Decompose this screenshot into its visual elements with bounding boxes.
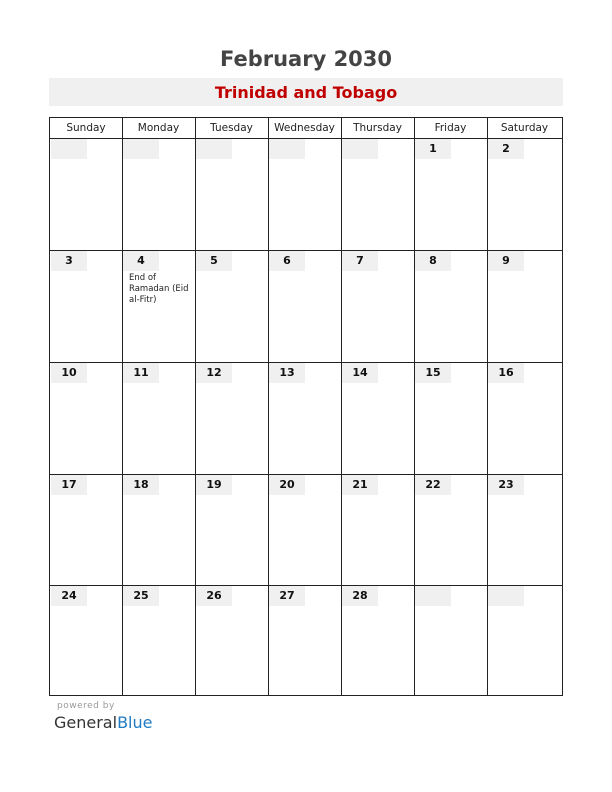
day-number: 8 bbox=[415, 251, 451, 271]
day-cell-19[interactable] bbox=[196, 475, 268, 585]
empty-day-cell bbox=[51, 139, 122, 250]
day-cell-23[interactable] bbox=[488, 475, 562, 585]
day-number: 15 bbox=[415, 363, 451, 383]
day-number: 17 bbox=[51, 475, 87, 495]
day-cell-24[interactable] bbox=[51, 586, 122, 695]
day-cell-13[interactable] bbox=[269, 363, 341, 474]
weekday-sunday: Sunday bbox=[66, 122, 106, 134]
day-cell-21[interactable] bbox=[342, 475, 414, 585]
country-name: Trinidad and Tobago bbox=[214, 83, 398, 102]
day-number: 19 bbox=[196, 475, 232, 495]
day-cell-20[interactable] bbox=[269, 475, 341, 585]
day-number: 24 bbox=[51, 586, 87, 606]
day-number: 16 bbox=[488, 363, 524, 383]
day-cell-11[interactable] bbox=[123, 363, 195, 474]
day-number: 11 bbox=[123, 363, 159, 383]
empty-day-marker bbox=[196, 139, 232, 159]
day-cell-25[interactable] bbox=[123, 586, 195, 695]
empty-day-cell bbox=[342, 139, 414, 250]
day-cell-15[interactable] bbox=[415, 363, 487, 474]
day-cell-18[interactable] bbox=[123, 475, 195, 585]
day-cell-7[interactable] bbox=[342, 251, 414, 362]
day-number: 25 bbox=[123, 586, 159, 606]
day-cell-17[interactable] bbox=[51, 475, 122, 585]
weekday-thursday: Thursday bbox=[353, 122, 402, 134]
day-cell-8[interactable] bbox=[415, 251, 487, 362]
day-number: 27 bbox=[269, 586, 305, 606]
country-banner bbox=[49, 78, 563, 106]
day-number: 22 bbox=[415, 475, 451, 495]
day-cell-5[interactable] bbox=[196, 251, 268, 362]
day-number: 26 bbox=[196, 586, 232, 606]
day-number: 12 bbox=[196, 363, 232, 383]
empty-day-marker bbox=[342, 139, 378, 159]
powered-by-label: powered by bbox=[57, 701, 115, 711]
page-title: February 2030 bbox=[219, 47, 393, 71]
empty-day-marker bbox=[415, 586, 451, 606]
day-cell-3[interactable] bbox=[51, 251, 122, 362]
day-cell-27[interactable] bbox=[269, 586, 341, 695]
brand-general: General bbox=[54, 713, 118, 732]
day-cell-9[interactable] bbox=[488, 251, 562, 362]
day-number: 28 bbox=[342, 586, 378, 606]
day-cell-12[interactable] bbox=[196, 363, 268, 474]
weekday-wednesday: Wednesday bbox=[274, 122, 335, 134]
empty-day-cell bbox=[488, 586, 562, 695]
day-number: 18 bbox=[123, 475, 159, 495]
empty-day-cell bbox=[415, 586, 487, 695]
day-cell-26[interactable] bbox=[196, 586, 268, 695]
weekday-monday: Monday bbox=[137, 122, 180, 134]
day-cell-1[interactable] bbox=[415, 139, 487, 250]
day-cell-2[interactable] bbox=[488, 139, 562, 250]
empty-day-marker bbox=[51, 139, 87, 159]
weekday-tuesday: Tuesday bbox=[210, 122, 253, 134]
empty-day-cell bbox=[196, 139, 268, 250]
brand-blue: Blue bbox=[117, 713, 153, 732]
day-number: 3 bbox=[51, 251, 87, 271]
day-number: 23 bbox=[488, 475, 524, 495]
day-number: 20 bbox=[269, 475, 305, 495]
brand-logo[interactable] bbox=[54, 713, 152, 732]
day-cell-16[interactable] bbox=[488, 363, 562, 474]
day-number: 10 bbox=[51, 363, 87, 383]
day-number: 13 bbox=[269, 363, 305, 383]
day-number: 1 bbox=[415, 139, 451, 159]
day-number: 6 bbox=[269, 251, 305, 271]
day-number: 2 bbox=[488, 139, 524, 159]
day-number: 21 bbox=[342, 475, 378, 495]
day-cell-4[interactable] bbox=[123, 251, 195, 362]
weekday-saturday: Saturday bbox=[500, 122, 549, 134]
day-number: 7 bbox=[342, 251, 378, 271]
empty-day-marker bbox=[269, 139, 305, 159]
day-cell-6[interactable] bbox=[269, 251, 341, 362]
holiday-event: End of Ramadan (Eid al-Fitr) bbox=[129, 273, 189, 305]
empty-day-marker bbox=[488, 586, 524, 606]
weekday-friday: Friday bbox=[434, 122, 467, 134]
empty-day-cell bbox=[269, 139, 341, 250]
day-number: 9 bbox=[488, 251, 524, 271]
day-cell-22[interactable] bbox=[415, 475, 487, 585]
empty-day-cell bbox=[123, 139, 195, 250]
day-number: 14 bbox=[342, 363, 378, 383]
day-cell-10[interactable] bbox=[51, 363, 122, 474]
day-number: 5 bbox=[196, 251, 232, 271]
day-number: 4 bbox=[123, 251, 159, 271]
day-cell-14[interactable] bbox=[342, 363, 414, 474]
empty-day-marker bbox=[123, 139, 159, 159]
calendar-grid bbox=[49, 117, 563, 696]
day-cell-28[interactable] bbox=[342, 586, 414, 695]
